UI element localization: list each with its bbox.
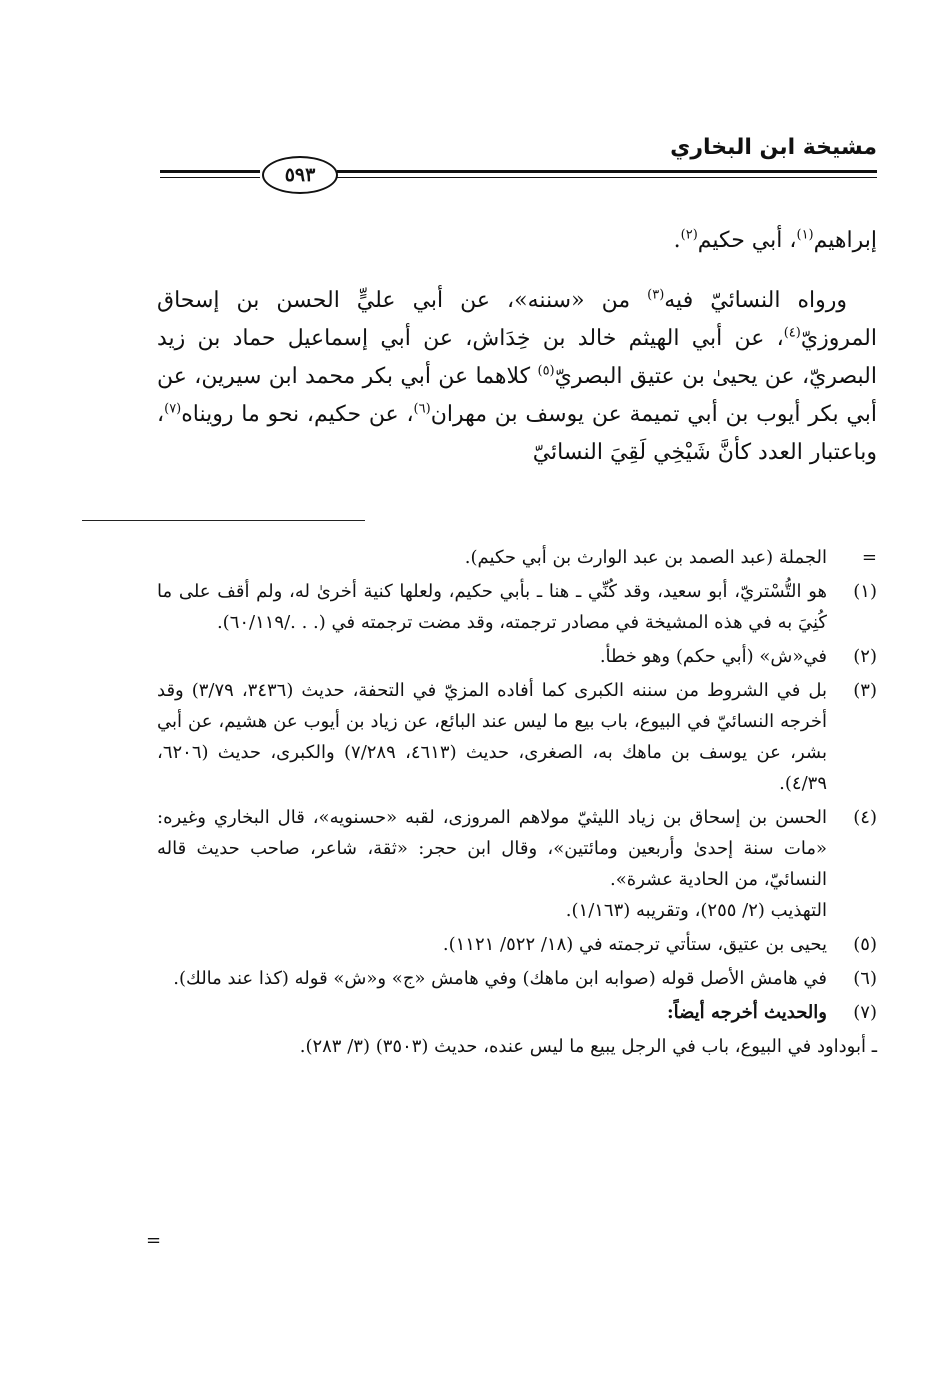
footnote-text: يحيى بن عتيق، ستأتي ترجمته في (١٨/ ٥٢٢/ ١١٢١). [442, 934, 827, 955]
footnote-ref[interactable]: (٦) [413, 401, 431, 417]
text-span: ، عن حكيم، نحو ما رويناه [181, 402, 414, 427]
header-rule [160, 170, 260, 173]
text-span: ، عن أبي الهيثم خالد بن خِدَاش، عن أبي إسماعيل حماد بن زيد البصريّ، عن يحيىٰ بن عتيق البصريّ [157, 326, 877, 389]
footnote-text: بل في الشروط من سننه الكبرى كما أفاده المزيّ في التحفة، حديث (٣٤٣٦، ٣/٧٩) وقد أخرجه النسائيّ في البيوع، باب بيع ما ليس عند البائع، عن زياد بن أيوب عن هشيم، عن أبي بشر، عن يوسف بن ماهك به، الصغرى، حديث (٤٦١٣، ٧/٢٨٩) والكبرى، حديث (٦٢٠٦، ٤/٣٩). [157, 680, 827, 794]
footnote-text: الجملة (عبد الصمد بن عبد الوارث بن أبي حكيم). [464, 547, 827, 568]
footnote-subitem [157, 1031, 877, 1062]
footnote-number: (٥) [853, 934, 877, 955]
footnote-line: التهذيب (٢/ ٢٥٥)، وتقريبه (١/١٦٣). [565, 900, 827, 921]
footnote-ref[interactable]: (٢) [680, 227, 698, 243]
footnote [157, 802, 877, 926]
footnote-number: (٤) [853, 807, 877, 828]
text-span: ورواه النسائيّ فيه [664, 288, 847, 313]
footnote-number: (١) [853, 581, 877, 602]
footnote-ref[interactable]: (٣) [647, 287, 665, 303]
continuation-mark: = [146, 1230, 162, 1251]
footnote-ref[interactable]: (٧) [164, 401, 182, 417]
header-rule [337, 170, 877, 173]
text-span: . [673, 228, 681, 253]
text-line [157, 222, 877, 260]
text-span: ، وباعتبار العدد كأنَّ شَيْخِي لَقِيَ النسائيّ [157, 402, 877, 465]
footnote-text: في هامش الأصل قوله (صوابه ابن ماهك) وفي هامش «ج» و«ش» قوله (كذا عند مالك). [173, 968, 827, 989]
footnote [157, 929, 877, 960]
footnote-ref[interactable]: (٤) [783, 325, 801, 341]
footnote-text: هو التُّسْتريّ، أبو سعيد، وقد كُنِّي ـ هنا ـ بأبي حكيم، ولعلها كنية أخرىٰ له، ولم أقف على ما كُنِيَ به في هذه المشيخة في مصادر ترجمته، وقد مضت ترجمته في (. . ./٦٠/١١٩). [157, 581, 827, 633]
footnote-number: (٦) [853, 968, 877, 989]
text-span: من «سننه»، عن أبي عليٍّ الحسن بن إسحاق المروزيّ [157, 288, 877, 351]
text-span: كلاهما عن أبي بكر محمد ابن سيرين، عن أبي بكر أيوب بن أبي تميمة عن يوسف بن مهران [157, 364, 877, 427]
header-rule [160, 177, 260, 178]
paragraph [157, 282, 877, 472]
footnote-text: ـ أبوداود في البيوع، باب في الرجل يبيع ما ليس عنده، حديث (٣٥٠٣) (٣/ ٢٨٣). [299, 1036, 877, 1057]
footnote-text: والحديث أخرجه أيضاً: [666, 1002, 827, 1023]
text-span: ، أبي حكيم [697, 228, 797, 253]
page-number: ٥٩٣ [262, 156, 338, 194]
footnote-ref[interactable]: (٥) [537, 363, 555, 379]
footnotes [157, 542, 877, 1065]
main-text [157, 222, 877, 472]
footnote [157, 963, 877, 994]
footnote [157, 675, 877, 799]
continuation-mark: = [861, 547, 877, 568]
footnote-number: (٧) [853, 1002, 877, 1023]
text-span: إبراهيم [813, 228, 877, 253]
header-rule [337, 177, 877, 178]
running-head: مشيخة ابن البخاري [670, 135, 877, 160]
footnote-number: (٣) [853, 680, 877, 701]
footnote-line: الحسن بن إسحاق بن زياد الليثيّ مولاهم المروزى، لقبه «حسنويه»، قال البخاري وغيره: «مات سنة إحدىٰ وأربعين ومائتين»، وقال ابن حجر: «ثقة، شاعر، صاحب حديث قاله النسائيّ، من الحادية عشرة». [157, 807, 827, 890]
footnote [157, 997, 877, 1028]
footnote-text: في«ش» (أبي حكم) وهو خطأ. [599, 646, 827, 667]
footnote-continuation [157, 542, 877, 573]
footnote-ref[interactable]: (١) [796, 227, 814, 243]
footnote-separator [82, 520, 365, 521]
footnote-text [157, 802, 827, 926]
footnote-number: (٢) [853, 646, 877, 667]
footnote [157, 576, 877, 638]
footnote [157, 641, 877, 672]
